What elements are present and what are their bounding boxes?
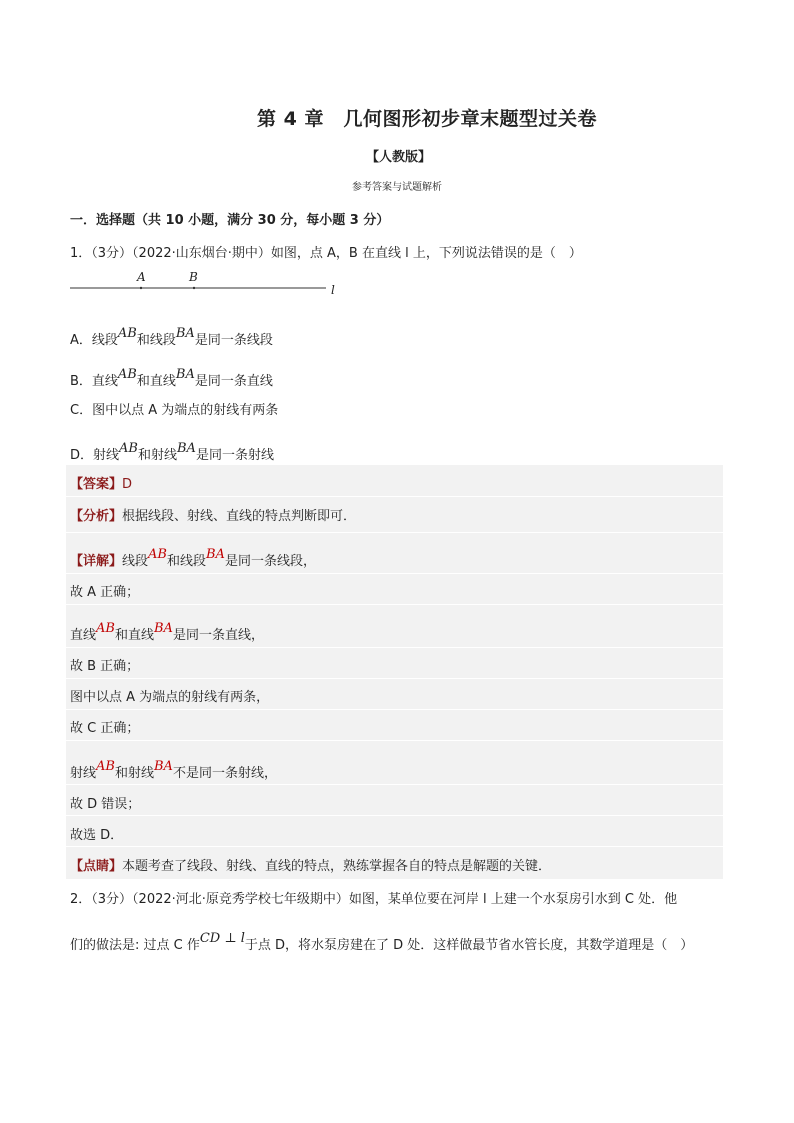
q1-option-b: B．直线AB和直线BA是同一条直线 [70, 367, 273, 389]
detail-line-8: 故 D 错误； [70, 797, 141, 812]
point-a-label: A [137, 270, 146, 284]
point-a-dot [140, 287, 142, 289]
q2-stem-line-2: 们的做法是: 过点 C 作CD ⊥ l于点 D，将水泵房建在了 D 处．这样做最节省水管长度，其数学道理是（ ） [70, 931, 694, 953]
line-l-label: l [331, 283, 335, 297]
detail-line-3: 直线AB和直线BA是同一条直线， [70, 621, 264, 643]
detail-line-5: 图中以点 A 为端点的射线有两条， [70, 690, 270, 705]
page-title: 第 4 章 几何图形初步章末题型过关卷 [257, 108, 597, 130]
detail-line-2: 故 A 正确； [70, 585, 140, 600]
detail-line-1: 【详解】线段AB和线段BA是同一条线段， [70, 547, 316, 569]
detail-line-4: 故 B 正确； [70, 659, 140, 674]
solution-box [66, 465, 723, 879]
q1-figure [70, 268, 350, 298]
q1-option-a: A．线段AB和线段BA是同一条线段 [70, 326, 273, 348]
answer-subtitle: 参考答案与试题解析 [352, 182, 442, 193]
q1-stem: 1．（3分）（2022·山东烟台·期中）如图，点 A，B 在直线 l 上，下列说法错误的是（ ） [70, 246, 582, 261]
q1-option-c: C．图中以点 A 为端点的射线有两条 [70, 403, 279, 418]
detail-line-6: 故 C 正确； [70, 721, 140, 736]
q1-option-d: D．射线AB和射线BA是同一条射线 [70, 441, 274, 463]
edition-label: 【人教版】 [366, 150, 432, 165]
analysis-line: 【分析】根据线段、射线、直线的特点判断即可． [70, 509, 357, 524]
point-b-label: B [189, 270, 198, 284]
detail-line-7: 射线AB和射线BA不是同一条射线， [70, 759, 277, 781]
comment-line: 【点睛】本题考查了线段、射线、直线的特点，熟练掌握各自的特点是解题的关键． [70, 859, 552, 874]
answer-line: 【答案】D [70, 477, 133, 492]
q2-stem-line-1: 2．（3分）（2022·河北·原竞秀学校七年级期中）如图，某单位要在河岸 l 上建一个水泵房引水到 C 处．他 [70, 892, 678, 907]
section-heading: 一．选择题（共 10 小题，满分 30 分，每小题 3 分） [70, 213, 390, 228]
point-b-dot [193, 287, 195, 289]
detail-line-9: 故选 D． [70, 828, 124, 843]
